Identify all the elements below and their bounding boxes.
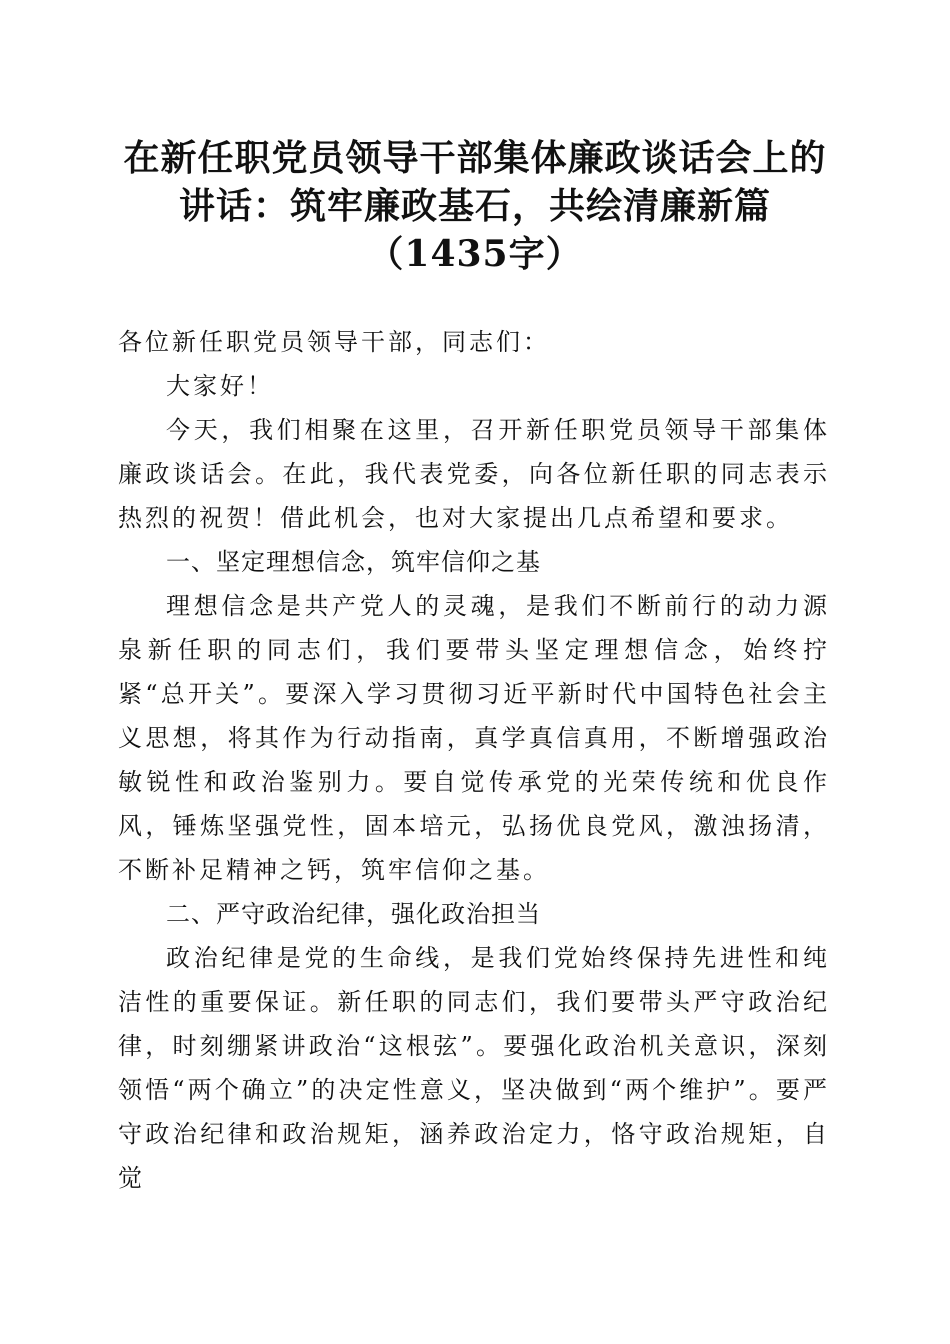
section-paragraph-1: 理想信念是共产党人的灵魂，是我们不断前行的动力源泉新任职的同志们，我们要带头坚定理想信念，始终拧紧“总开关”。要深入学习贯彻习近平新时代中国特色社会主义思想，将其作为行动指南，真学真信真用，不断增强政治敏锐性和政治鉴别力。要自觉传承党的光荣传统和优良作风，锤炼坚强党性，固本培元，弘扬优良党风，激浊扬清，不断补足精神之钙，筑牢信仰之基。 (118, 592, 830, 884)
section-paragraph-2: 政治纪律是党的生命线，是我们党始终保持先进性和纯洁性的重要保证。新任职的同志们，我们要带头严守政治纪律，时刻绷紧讲政治“这根弦”。要强化政治机关意识，深刻领悟“两个确立”的决定性意义，坚决做到“两个维护”。要严守政治纪律和政治规矩，涵养政治定力，恪守政治规矩，自觉 (118, 944, 830, 1192)
section-heading-2: 二、严守政治纪律，强化政治担当 (166, 900, 541, 928)
intro-paragraph: 今天，我们相聚在这里，召开新任职党员领导干部集体廉政谈话会。在此，我代表党委，向各位新任职的同志表示热烈的祝贺！借此机会，也对大家提出几点希望和要求。 (118, 416, 830, 532)
salutation: 各位新任职党员领导干部，同志们： (118, 328, 550, 356)
document-title: 在新任职党员领导干部集体廉政谈话会上的讲话：筑牢廉政基石，共绘清廉新篇（1435字） (123, 137, 827, 275)
greeting: 大家好！ (166, 372, 274, 400)
section-heading-1: 一、坚定理想信念，筑牢信仰之基 (166, 548, 541, 576)
document-body (118, 320, 830, 1200)
